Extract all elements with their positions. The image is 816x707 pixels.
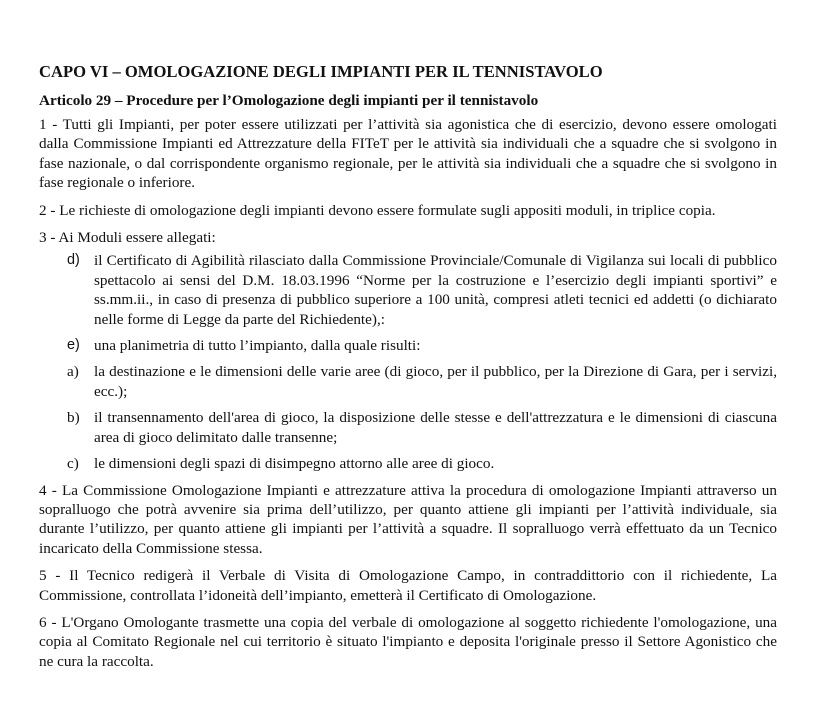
- list-item: [39, 336, 777, 355]
- chapter-title: CAPO VI – OMOLOGAZIONE DEGLI IMPIANTI PER IL TENNISTAVOLO: [39, 62, 603, 81]
- paragraph-2: 2 - Le richieste di omologazione degli impianti devono essere formulate sugli appositi moduli, in triplice copia.: [39, 201, 716, 219]
- opening-paragraphs: [39, 115, 777, 247]
- attachments-list: [39, 251, 777, 473]
- article-title: Articolo 29 – Procedure per l’Omologazione degli impianti per il tennistavolo: [39, 92, 539, 109]
- list-item: [39, 251, 777, 329]
- list-item-text: le dimensioni degli spazi di disimpegno attorno alle aree di gioco.: [94, 455, 495, 473]
- paragraph-3: 3 - Ai Moduli essere allegati:: [39, 229, 216, 247]
- paragraph-1: 1 - Tutti gli Impianti, per poter essere utilizzati per l’attività sia agonistica che di esercizio, devono essere omologati dalla Commissione Impianti ed Attrezzature della FITeT per le attività sia individuali che a squadre che si svolgono in fase nazionale, o dal corrispondente organismo regionale, per le attività sia individuali che a squadre che si svolgono in fase regionale o inferiore.: [39, 116, 777, 192]
- list-marker: d): [67, 252, 80, 269]
- list-item: [39, 408, 777, 447]
- list-item-text: il Certificato di Agibilità rilasciato dalla Commissione Provinciale/Comunale di Vigilanza sui locali di pubblico spettacolo ai sensi del D.M. 18.03.1996 “Norme per la costruzione e l’esercizio degli impianti sportivi” e ss.mm.ii., in caso di presenza di pubblico superiore a 100 unità, compresi atleti tecnici ed addetti (o dichiarato nelle forme di Legge da parte del Richiedente),:: [94, 252, 777, 328]
- list-marker: c): [67, 455, 79, 473]
- list-marker: e): [67, 337, 80, 354]
- list-marker: a): [67, 363, 79, 381]
- list-item-text: il transennamento dell'area di gioco, la disposizione delle stesse e dell'attrezzatura e le dimensioni di ciascuna area di gioco delimitato dalle transenne;: [94, 409, 777, 446]
- paragraph-4: 4 - La Commissione Omologazione Impianti e attrezzature attiva la procedura di omologazione Impianti attraverso un sopralluogo che potrà avvenire sia prima dell’utilizzo, per quanto attiene gli impianti per l’attività individuale, sia durante l’utilizzo, per quanto attiene gli impianti per l’attività a squadre. Il sopralluogo verrà effettuato da un Tecnico incaricato della Commissione stessa.: [39, 481, 777, 557]
- paragraph-5: 5 - Il Tecnico redigerà il Verbale di Visita di Omologazione Campo, in contraddittorio con il richiedente, La Commissione, controllata l’idoneità dell’impianto, emetterà il Certificato di Omologazione.: [39, 567, 777, 604]
- list-item: [39, 454, 777, 473]
- document-page: [39, 60, 777, 671]
- closing-paragraphs: [39, 481, 777, 672]
- list-item-text: una planimetria di tutto l’impianto, dalla quale risulti:: [94, 337, 421, 355]
- paragraph-6: 6 - L'Organo Omologante trasmette una copia del verbale di omologazione al soggetto richiedente l'omologazione, una copia al Comitato Regionale nel cui territorio è situato l'impianto e deposita l'originale presso il Settore Agonistico che ne cura la raccolta.: [39, 613, 777, 670]
- list-marker: b): [67, 409, 80, 427]
- list-item: [39, 362, 777, 401]
- list-item-text: la destinazione e le dimensioni delle varie aree (di gioco, per il pubblico, per la Direzione di Gara, per i servizi, ecc.);: [94, 363, 777, 400]
